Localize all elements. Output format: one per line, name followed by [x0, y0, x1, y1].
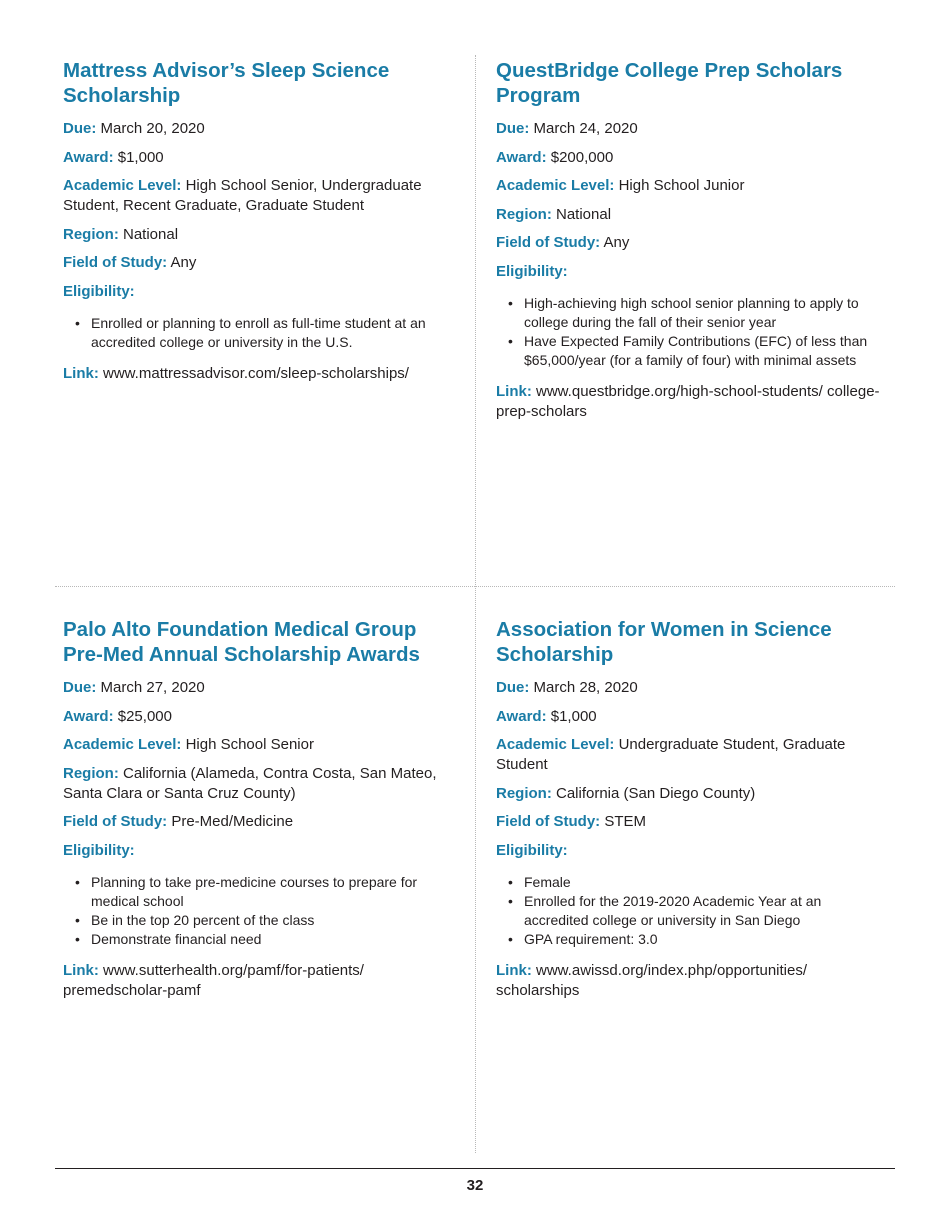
field-of-study-label: Field of Study:: [496, 813, 601, 830]
eligibility-list: [496, 294, 888, 370]
scholarship-card: [63, 617, 455, 1001]
due-value: March 27, 2020: [100, 679, 205, 696]
academic-level-label: Academic Level:: [63, 177, 182, 194]
region-field: [496, 784, 888, 804]
eligibility-list: [63, 314, 455, 352]
region-field: [63, 225, 455, 245]
due-field: [496, 119, 888, 139]
link-url[interactable]: www.questbridge.org/high-school-students/ college-prep-scholars: [496, 382, 880, 420]
field-of-study-value: Any: [603, 234, 630, 251]
award-label: Award:: [496, 707, 547, 725]
due-label: Due:: [63, 120, 97, 137]
field-of-study-value: STEM: [604, 813, 647, 830]
academic-level-value: High School Senior, Undergraduate Student, Recent Graduate, Graduate Student: [63, 177, 422, 214]
link-url[interactable]: www.sutterhealth.org/pamf/for-patients/ premedscholar-pamf: [63, 961, 364, 999]
link-field: [63, 364, 455, 384]
field-of-study-field: [63, 253, 455, 273]
field-of-study-label: Field of Study:: [63, 254, 168, 271]
scholarship-title: Palo Alto Foundation Medical Group Pre-Med Annual Scholarship Awards: [63, 618, 420, 666]
eligibility-heading: Eligibility:: [63, 282, 135, 300]
field-of-study-label: Field of Study:: [496, 234, 601, 251]
link-label: Link:: [63, 364, 99, 382]
award-label: Award:: [63, 148, 114, 166]
scholarship-card: [63, 58, 455, 384]
eligibility-item: • Be in the top 20 percent of the class: [91, 911, 455, 930]
footer-rule: [55, 1168, 895, 1169]
field-of-study-field: [496, 233, 888, 253]
row-divider: [55, 586, 895, 587]
award-field: [63, 148, 455, 168]
eligibility-item: • Female: [524, 873, 888, 892]
award-label: Award:: [496, 148, 547, 166]
column-divider: [475, 55, 476, 1153]
eligibility-item: • Have Expected Family Contributions (EFC) of less than $65,000/year (for a family of four) with minimal assets: [524, 332, 888, 370]
link-field: [496, 382, 888, 422]
link-field: [496, 961, 888, 1001]
due-value: March 20, 2020: [100, 120, 205, 137]
award-value: $200,000: [550, 148, 614, 166]
field-of-study-label: Field of Study:: [63, 813, 168, 830]
eligibility-item: • Demonstrate financial need: [91, 930, 455, 949]
region-field: [496, 205, 888, 225]
region-value: National: [123, 225, 179, 243]
due-field: [63, 119, 455, 139]
link-url[interactable]: www.mattressadvisor.com/sleep-scholarships/: [103, 364, 409, 382]
due-label: Due:: [63, 679, 97, 696]
academic-level-field: [63, 176, 455, 216]
award-value: $25,000: [117, 707, 172, 725]
region-label: Region:: [496, 784, 552, 802]
due-value: March 28, 2020: [533, 679, 638, 696]
award-value: $1,000: [550, 707, 597, 725]
field-of-study-value: Pre-Med/Medicine: [171, 813, 294, 830]
link-label: Link:: [63, 961, 99, 979]
scholarship-card: [496, 58, 888, 422]
region-label: Region:: [496, 205, 552, 223]
region-label: Region:: [63, 225, 119, 243]
due-field: [496, 678, 888, 698]
eligibility-item: • Enrolled for the 2019-2020 Academic Year at an accredited college or university in San Diego: [524, 892, 888, 930]
due-value: March 24, 2020: [533, 120, 638, 137]
field-of-study-field: [63, 812, 455, 832]
due-field: [63, 678, 455, 698]
field-of-study-field: [496, 812, 888, 832]
region-label: Region:: [63, 764, 119, 782]
field-of-study-value: Any: [170, 254, 197, 271]
eligibility-item: • Planning to take pre-medicine courses to prepare for medical school: [91, 873, 455, 911]
academic-level-field: [63, 735, 455, 755]
academic-level-label: Academic Level:: [496, 177, 615, 194]
academic-level-value: High School Junior: [618, 177, 745, 194]
due-label: Due:: [496, 120, 530, 137]
award-field: [496, 707, 888, 727]
eligibility-heading: Eligibility:: [63, 841, 135, 859]
eligibility-item: • GPA requirement: 3.0: [524, 930, 888, 949]
eligibility-list: [63, 873, 455, 949]
academic-level-value: High School Senior: [185, 736, 314, 753]
academic-level-label: Academic Level:: [63, 736, 182, 753]
scholarship-title: QuestBridge College Prep Scholars Program: [496, 59, 843, 107]
academic-level-field: [496, 176, 888, 196]
region-value: National: [556, 205, 612, 223]
award-value: $1,000: [117, 148, 164, 166]
eligibility-item: • Enrolled or planning to enroll as full-time student at an accredited college or university in the U.S.: [91, 314, 455, 352]
link-field: [63, 961, 455, 1001]
link-label: Link:: [496, 382, 532, 400]
link-label: Link:: [496, 961, 532, 979]
due-label: Due:: [496, 679, 530, 696]
scholarship-title: Association for Women in Science Scholarship: [496, 618, 832, 666]
academic-level-value: Undergraduate Student, Graduate Student: [496, 736, 846, 773]
region-field: [63, 764, 455, 804]
region-value: California (Alameda, Contra Costa, San Mateo, Santa Clara or Santa Cruz County): [63, 764, 437, 802]
eligibility-item: • High-achieving high school senior planning to apply to college during the fall of their senior year: [524, 294, 888, 332]
eligibility-list: [496, 873, 888, 949]
award-label: Award:: [63, 707, 114, 725]
academic-level-label: Academic Level:: [496, 736, 615, 753]
scholarship-title: Mattress Advisor’s Sleep Science Scholarship: [63, 59, 390, 107]
page-number: 32: [466, 1177, 484, 1194]
eligibility-heading: Eligibility:: [496, 262, 568, 280]
academic-level-field: [496, 735, 888, 775]
eligibility-heading: Eligibility:: [496, 841, 568, 859]
link-url[interactable]: www.awissd.org/index.php/opportunities/ scholarships: [496, 961, 807, 999]
scholarship-card: [496, 617, 888, 1001]
award-field: [496, 148, 888, 168]
region-value: California (San Diego County): [556, 784, 756, 802]
award-field: [63, 707, 455, 727]
